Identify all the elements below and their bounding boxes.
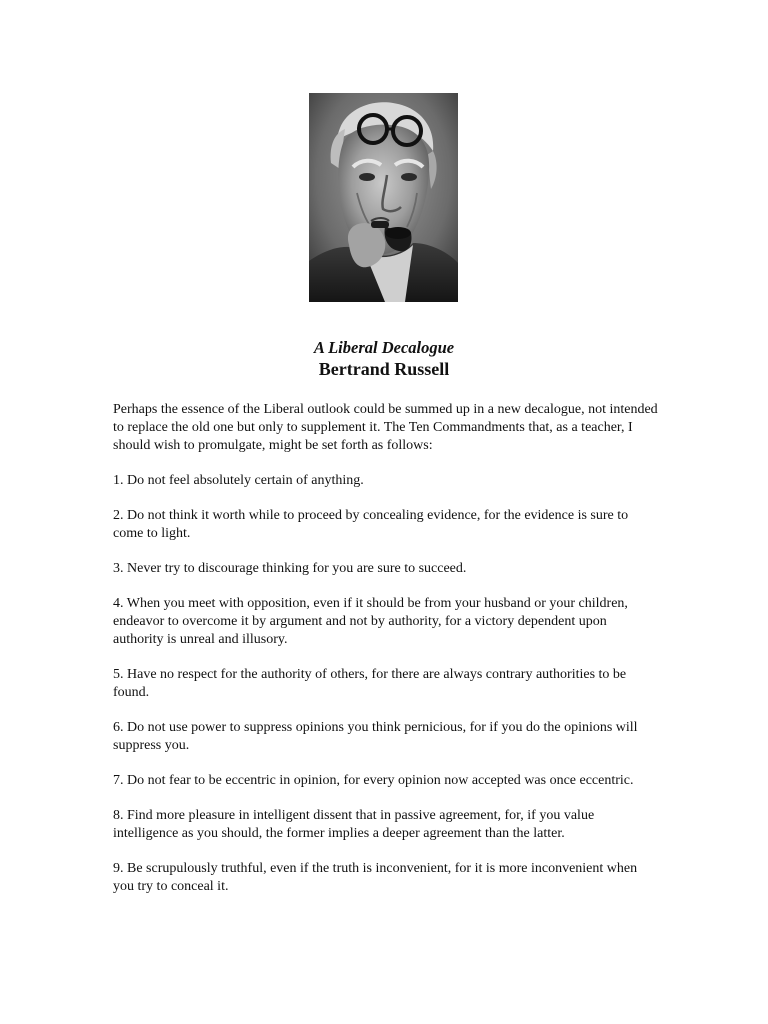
rule-3: 3. Never try to discourage thinking for you are sure to succeed. [113,561,467,576]
document-body [113,401,658,913]
rule-1: 1. Do not feel absolutely certain of anything. [113,473,364,488]
rule-2: 2. Do not think it worth while to proceed by concealing evidence, for the evidence is sure to come to light. [113,508,629,541]
document-author: Bertrand Russell [318,359,450,379]
intro-paragraph: Perhaps the essence of the Liberal outlook could be summed up in a new decalogue, not intended to replace the old one but only to supplement it. The Ten Commandments that, as a teacher, I should wish to promulgate, might be set forth as follows: [113,402,658,453]
rule-6: 6. Do not use power to suppress opinions you think pernicious, for if you do the opinions will suppress you. [113,720,638,753]
rule-7: 7. Do not fear to be eccentric in opinion, for every opinion now accepted was once eccentric. [113,773,634,788]
rule-5: 5. Have no respect for the authority of others, for there are always contrary authorities to be found. [113,667,627,700]
rule-9: 9. Be scrupulously truthful, even if the truth is inconvenient, for it is more inconvenient when you try to conceal it. [113,861,638,894]
document-title: A Liberal Decalogue [313,338,455,357]
author-portrait-photo [309,93,458,302]
rule-8: 8. Find more pleasure in intelligent dissent that in passive agreement, for, if you value intelligence as you should, the former implies a deeper agreement than the latter. [113,808,595,841]
rule-4: 4. When you meet with opposition, even if it should be from your husband or your children, endeavor to overcome it by argument and not by authority, for a victory dependent upon authority is unreal and illusory. [113,596,628,647]
